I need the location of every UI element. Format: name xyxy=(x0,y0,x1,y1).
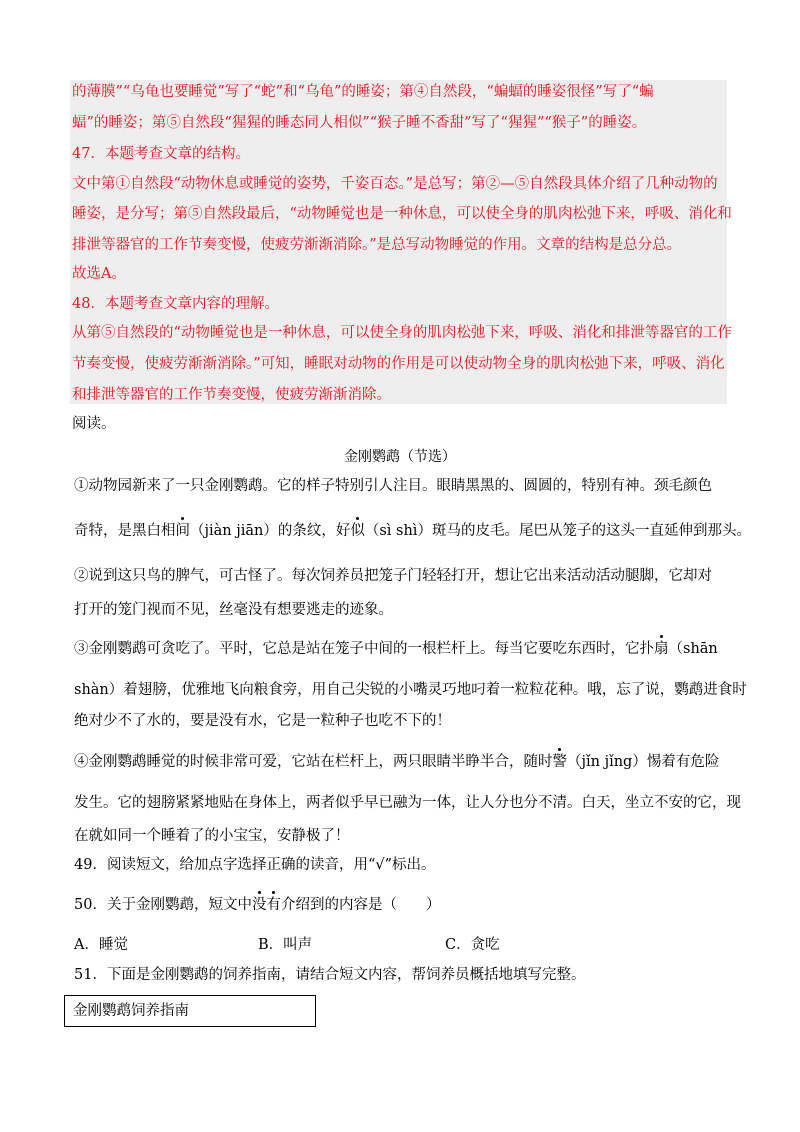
text-run: 奇特，是黑白相 xyxy=(74,523,176,539)
text-run: 50．关于金刚鹦鹉，短文中 xyxy=(74,897,252,913)
dotted-char: 扇 xyxy=(654,641,669,657)
passage-para1-line2 xyxy=(74,521,751,541)
text-run: （jǐn jǐng）惕着有危险 xyxy=(567,754,720,770)
dotted-char: 警 xyxy=(552,754,567,770)
dotted-char: 间 xyxy=(175,523,190,539)
feeding-guide-box xyxy=(64,995,316,1027)
answer-line: 的薄膜”“乌龟也要睡觉”写了“蛇”和“乌龟”的睡姿；第④自然段，“蝙蝠的睡姿很怪”写了“蝙 xyxy=(72,84,654,100)
passage-para2-line2: 打开的笼门视而不见，丝毫没有想要逃走的迹象。 xyxy=(74,602,393,618)
text-run: （jiàn jiān）的条纹，好 xyxy=(190,523,351,539)
text-run: ④金刚鹦鹉睡觉的时候非常可爱，它站在栏杆上，两只眼睛半睁半合，随时 xyxy=(74,754,553,770)
text-run: （sì shì）斑马的皮毛。尾巴从笼子的这头一直延伸到那头。 xyxy=(364,523,751,539)
question-49: 49．阅读短文，给加点字选择正确的读音，用“√”标出。 xyxy=(74,857,436,873)
text-run: ③金刚鹦鹉可贪吃了。平时，它总是站在笼子中间的一根栏杆上。每当它要吃东西时，它扑 xyxy=(74,641,654,657)
dotted-char: 没 xyxy=(251,897,267,913)
option-c[interactable]: C．贪吃 xyxy=(445,937,500,953)
answer-line: 48．本题考查文章内容的理解。 xyxy=(72,296,279,312)
reading-label: 阅读。 xyxy=(72,416,116,432)
passage-para4-line2: 发生。它的翅膀紧紧地贴在身体上，两者似乎早已融为一体，让人分也分不清。白天，坐立不安的它，现 xyxy=(74,795,741,811)
passage-para2-line1: ②说到这只鸟的脾气，可古怪了。每次饲养员把笼子门轻轻打开，想让它出来活动活动腿脚，它却对 xyxy=(74,568,712,584)
dotted-char: 似 xyxy=(350,523,365,539)
passage-para3-line2: shàn）着翅膀，优雅地飞向粮食旁，用自己尖锐的小嘴灵巧地叼着一粒粒花种。哦，忘了说，鹦鹉进食时 xyxy=(74,682,747,698)
option-b[interactable]: B．叫声 xyxy=(258,937,313,953)
feeding-guide-title: 金刚鹦鹉饲养指南 xyxy=(73,1003,189,1019)
answer-line: 47．本题考查文章的结构。 xyxy=(72,146,250,162)
passage-para4-line3: 在就如同一个睡着了的小宝宝，安静极了！ xyxy=(74,828,350,844)
answer-line: 文中第①自然段“动物休息或睡觉的姿势，千姿百态。”是总写；第②—⑤自然段具体介绍了几种动物的 xyxy=(72,176,718,192)
passage-para4-line1 xyxy=(74,752,719,772)
passage-para1-line1: ①动物园新来了一只金刚鹦鹉。它的样子特别引人注目。眼睛黑黑的、圆圆的，特别有神。颈毛颜色 xyxy=(74,478,712,494)
answer-line: 和排泄等器官的工作节奏变慢，使疲劳渐渐消除。 xyxy=(72,387,391,403)
text-run: （shān xyxy=(668,641,718,657)
question-51: 51．下面是金刚鹦鹉的饲养指南，请结合短文内容，帮饲养员概括地填写完整。 xyxy=(74,967,586,983)
answer-line: 排泄等器官的工作节奏变慢，使疲劳渐渐消除。”是总写动物睡觉的作用。文章的结构是总分总。 xyxy=(72,237,682,253)
answer-line: 故选A。 xyxy=(72,266,126,282)
text-run: 介绍到的内容是（ ） xyxy=(280,897,441,913)
option-a[interactable]: A．睡觉 xyxy=(74,937,128,953)
question-50 xyxy=(74,895,440,915)
answer-line: 蝠”的睡姿；第⑤自然段“猩猩的睡态同人相似”“猴子睡不香甜”写了“猩猩”“猴子”的睡姿。 xyxy=(72,115,647,131)
passage-title: 金刚鹦鹉（节选） xyxy=(344,449,456,465)
passage-para3-line3: 绝对少不了水的，要是没有水，它是一粒种子也吃不下的！ xyxy=(74,713,451,729)
passage-para3-line1 xyxy=(74,639,718,659)
dotted-char: 有 xyxy=(266,897,281,913)
answer-line: 节奏变慢，使疲劳渐渐消除。”可知，睡眠对动物的作用是可以使动物全身的肌肉松弛下来，呼吸、消化 xyxy=(72,356,725,372)
answer-line: 睡姿，是分写；第⑤自然段最后，“动物睡觉也是一种休息，可以使全身的肌肉松弛下来，呼吸、消化和 xyxy=(72,206,732,222)
answer-line: 从第⑤自然段的“动物睡觉也是一种休息，可以使全身的肌肉松弛下来，呼吸、消化和排泄等器官的工作 xyxy=(72,325,732,341)
